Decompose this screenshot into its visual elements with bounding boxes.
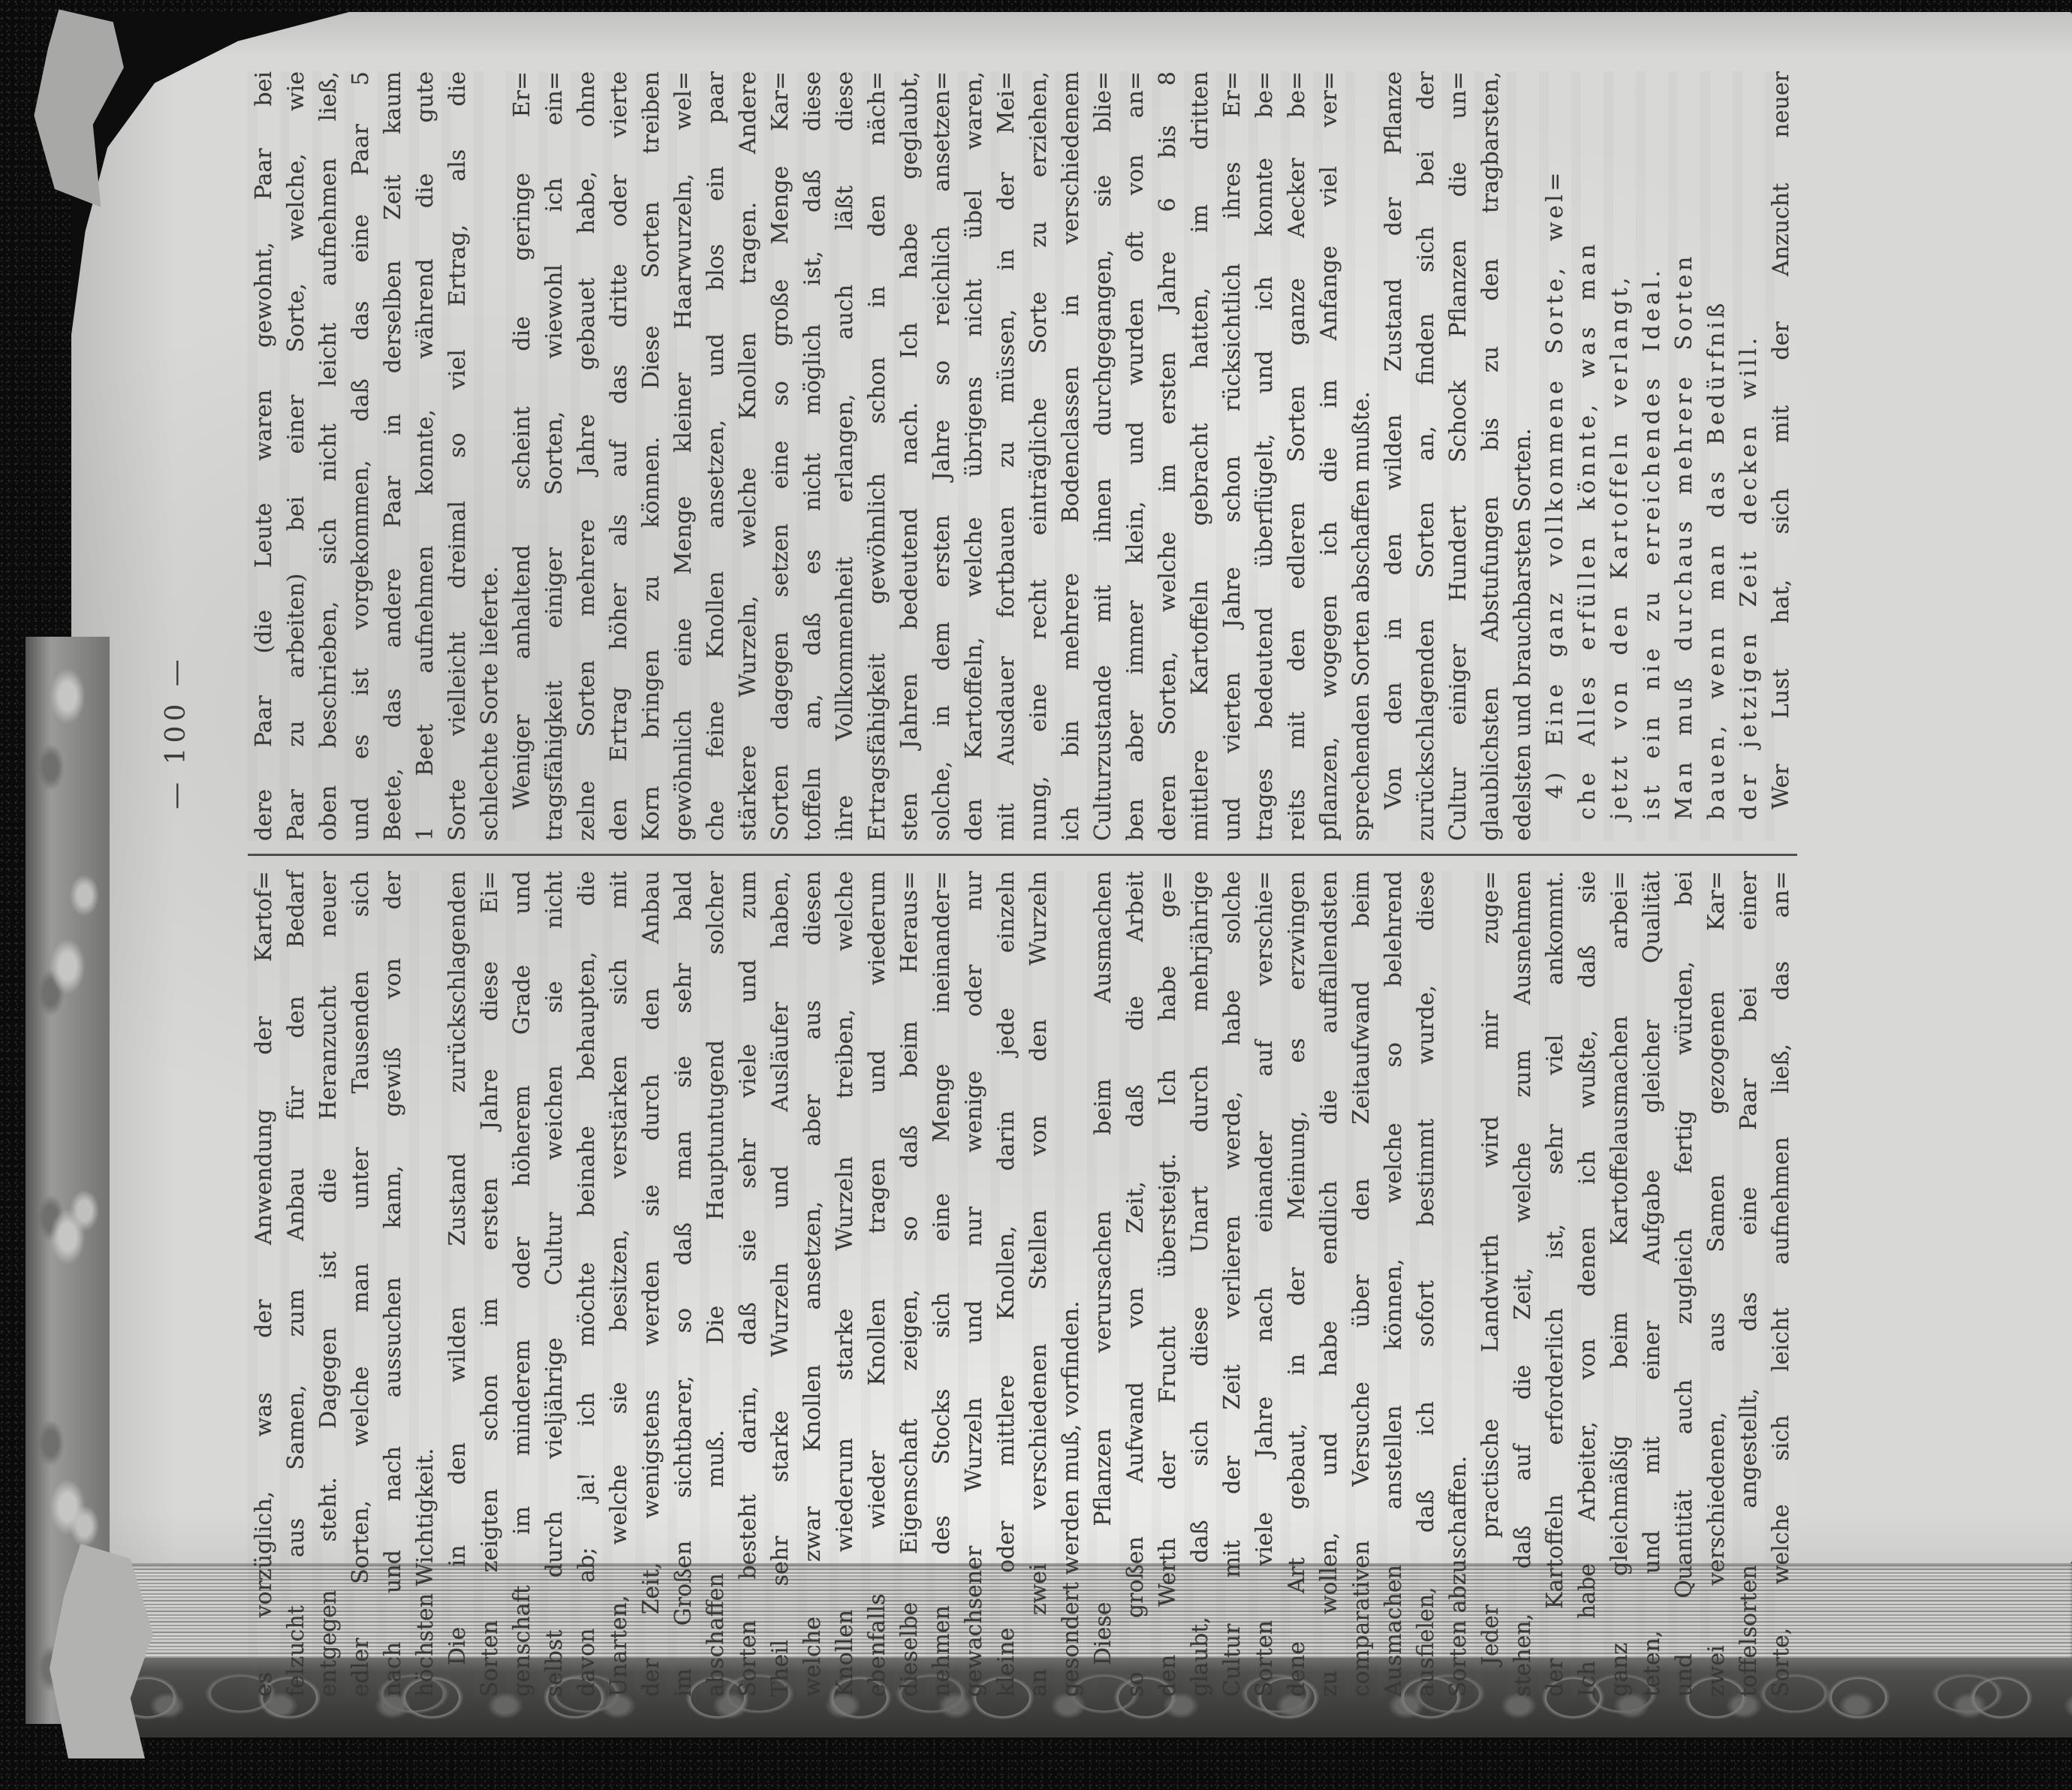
text-line: der jetzigen Zeit decken will. bbox=[1736, 334, 1762, 820]
text-line: entgegen steht. Dagegen ist die Heranzucht neuer bbox=[315, 871, 342, 1697]
text-line: Knollen wiederum starke Wurzeln treiben, welche bbox=[832, 871, 858, 1697]
text-line: ausfielen, daß ich sofort bestimmt wurde, diese bbox=[1413, 871, 1439, 1697]
text-line: dieselbe Eigenschaft zeigen, so daß beim Heraus= bbox=[896, 871, 923, 1697]
text-line: gewachsener Wurzeln und nur wenige oder nur bbox=[961, 871, 987, 1697]
text-line: und Quantität auch zugleich fertig würden, bei bbox=[1671, 871, 1697, 1697]
text-line: edler Sorten, welche man unter Tausenden sich bbox=[348, 871, 374, 1697]
text-line: selbst durch vieljährige Cultur weichen sie nicht bbox=[541, 871, 568, 1697]
text-line: den Kartoffeln, welche übrigens nicht übel waren, bbox=[961, 71, 987, 841]
text-line: sten Jahren bedeutend nach. Ich habe geglaubt, bbox=[896, 71, 923, 841]
text-line: Von den in den wilden Zustand der Pflanze bbox=[1381, 71, 1407, 809]
text-line: dene Art gebaut, in der Meinung, es erzwingen bbox=[1284, 871, 1310, 1697]
text-line: Ertragsfähigkeit gewöhnlich schon in den näch= bbox=[864, 71, 890, 841]
text-line: nehmen des Stocks sich eine Menge ineinander= bbox=[929, 871, 955, 1697]
text-line: zelne Sorten mehrere Jahre gebauet habe, ohne bbox=[574, 71, 600, 841]
text-line: ist ein nie zu erreichendes Ideal. bbox=[1639, 267, 1665, 820]
text-line: Sorten abzuschaffen. bbox=[1445, 1455, 1471, 1697]
text-line: solche, in dem ersten Jahre so reichlich ansetzen= bbox=[929, 71, 955, 841]
text-line: glaubt, daß sich diese Unart durch mehrjährige bbox=[1187, 871, 1213, 1697]
text-line: Weniger anhaltend scheint die geringe Er= bbox=[509, 71, 535, 809]
text-line: genschaft im minderem oder höherem Grade und bbox=[509, 871, 535, 1697]
text-line: teten, und mit einer Aufgabe gleicher Qualität bbox=[1639, 871, 1665, 1697]
text-line: Diese Pflanzen verursachen beim Ausmachen bbox=[1090, 871, 1116, 1665]
column-divider-rule bbox=[248, 854, 1797, 856]
text-line: ben aber immer klein, und wurden oft von an= bbox=[1122, 71, 1149, 841]
text-line: Cultur einiger Hundert Schock Pflanzen die un= bbox=[1445, 71, 1471, 841]
text-line: Cultur mit der Zeit verlieren werde, habe solche bbox=[1219, 871, 1245, 1697]
text-line: edelsten und brauchbarsten Sorten. bbox=[1510, 428, 1536, 841]
text-line: che Alles erfüllen könnte, was man bbox=[1574, 240, 1601, 820]
text-line: und vierten Jahre schon rücksichtlich ihres Er= bbox=[1219, 71, 1245, 841]
text-line: toffelsorten angestellt, das eine Paar bei einer bbox=[1736, 871, 1762, 1697]
text-line: welche zwar Knollen ansetzen, aber aus diesen bbox=[800, 871, 826, 1697]
text-line: nach und nach aussuchen kann, gewiß von der bbox=[380, 871, 406, 1697]
text-line: so großen Aufwand von Zeit, daß die Arbeit bbox=[1122, 871, 1149, 1697]
text-line: Theil sehr starke Wurzeln und Ausläufer haben, bbox=[767, 871, 794, 1697]
text-line: ebenfalls wieder Knollen tragen und wiederum bbox=[864, 871, 890, 1697]
text-line: höchsten Wichtigkeit. bbox=[412, 1448, 438, 1697]
text-line: Man muß durchaus mehrere Sorten bbox=[1671, 253, 1697, 820]
text-line: dere Paar (die Leute waren gewohnt, Paar bei bbox=[251, 71, 277, 841]
text-line: felzucht aus Samen, zum Anbau für den Bedarf bbox=[283, 871, 309, 1697]
text-line: Ich habe Arbeiter, von denen ich wußte, daß sie bbox=[1574, 871, 1601, 1697]
text-line: Sorten zeigten schon im ersten Jahre diese Ei= bbox=[477, 871, 503, 1697]
text-column-right bbox=[248, 71, 1797, 841]
text-line: zurückschlagenden Sorten an, finden sich bei der bbox=[1413, 71, 1439, 841]
text-line: Ausmachen anstellen können, welche so belehrend bbox=[1381, 871, 1407, 1697]
text-line: zu wollen, und habe endlich die auffallendsten bbox=[1316, 871, 1342, 1697]
text-line: zwei verschiedenen, aus Samen gezogenen Kar= bbox=[1703, 871, 1730, 1697]
text-line: mit Ausdauer fortbauen zu müssen, in der Mei= bbox=[993, 71, 1019, 841]
text-line: stehen, daß auf die Zeit, welche zum Ausnehmen bbox=[1510, 871, 1536, 1697]
text-line: im Großen sichtbarer, so daß man sie sehr bald bbox=[670, 871, 697, 1697]
text-line: glaublichsten Abstufungen bis zu den tragbarsten, bbox=[1477, 71, 1504, 841]
text-line: Sorte, welche sich leicht aufnehmen ließ, das an= bbox=[1768, 871, 1794, 1697]
text-line: tragsfähigkeit einiger Sorten, wiewohl ich ein= bbox=[541, 71, 568, 841]
text-line: Sorten viele Jahre nach einander auf verschie= bbox=[1251, 871, 1278, 1697]
text-line: davon ab; ja! ich möchte beinahe behaupten, die bbox=[574, 871, 600, 1697]
text-line: Jeder practische Landwirth wird mir zuge= bbox=[1477, 871, 1504, 1665]
text-line: Wer Lust hat, sich mit der Anzucht neuer bbox=[1768, 71, 1794, 809]
text-line: der Zeit, wenigstens werden sie durch den Anbau bbox=[638, 871, 664, 1697]
text-line: Sorten dagegen setzen eine so große Menge Kar= bbox=[767, 71, 794, 841]
rotated-page-content bbox=[150, 71, 1798, 1697]
text-line: ich bin mehrere Bodenclassen in verschiedenem bbox=[1058, 71, 1084, 841]
text-line: Sorte vielleicht dreimal so viel Ertrag, als die bbox=[444, 71, 471, 841]
text-line: den Ertrag höher als auf das dritte oder vierte bbox=[606, 71, 632, 841]
text-line: 1 Beet aufnehmen konnte, während die gute bbox=[412, 71, 438, 841]
text-line: deren Sorten, welche im ersten Jahre 6 bis 8 bbox=[1155, 71, 1181, 841]
text-line: schlechte Sorte lieferte. bbox=[477, 565, 503, 841]
text-line: an zwei verschiedenen Stellen von den Wurzeln bbox=[1025, 871, 1052, 1697]
text-line: Unarten, welche sie besitzen, verstärken sich mit bbox=[606, 871, 632, 1697]
text-line: mittlere Kartoffeln gebracht hatten, im dritten bbox=[1187, 71, 1213, 841]
text-column-left bbox=[248, 871, 1797, 1697]
text-line: Paar zu arbeiten) bei einer Sorte, welche, wie bbox=[283, 71, 309, 841]
text-line: Korn bringen zu können. Diese Sorten treiben bbox=[638, 71, 664, 841]
text-line: trages bedeutend überflügelt, und ich konnte be= bbox=[1251, 71, 1278, 841]
text-line: Die in den wilden Zustand zurückschlagenden bbox=[444, 871, 471, 1665]
text-line: oben beschrieben, sich nicht leicht aufnehmen ließ, bbox=[315, 71, 342, 841]
page-number: — 100 — bbox=[161, 655, 191, 809]
text-line: che feine Knollen ansetzen, und blos ein paar bbox=[703, 71, 729, 841]
text-line: ihre Vollkommenheit erlangen, auch läßt diese bbox=[832, 71, 858, 841]
text-line: es vorzüglich, was der Anwendung der Kartof= bbox=[251, 871, 277, 1697]
text-line: pflanzen, wogegen ich die im Anfange viel ver= bbox=[1316, 71, 1342, 841]
text-line: stärkere Wurzeln, welche Knollen tragen. Andere bbox=[735, 71, 761, 841]
text-line: reits mit den edleren Sorten ganze Aecker be= bbox=[1284, 71, 1310, 841]
text-line: bauen, wenn man das Bedürfniß bbox=[1703, 300, 1730, 820]
text-line: Culturzustande mit ihnen durchgegangen, sie blie= bbox=[1090, 71, 1116, 841]
text-line: abschaffen muß. Die Hauptuntugend solcher bbox=[703, 871, 729, 1697]
text-line: nung, eine recht einträgliche Sorte zu erziehen, bbox=[1025, 71, 1052, 841]
text-line: den Werth der Frucht übersteigt. Ich habe ge= bbox=[1155, 871, 1181, 1697]
text-line: kleine oder mittlere Knollen, darin jede einzeln bbox=[993, 871, 1019, 1697]
text-line: gesondert werden muß, vorfinden. bbox=[1058, 1300, 1084, 1697]
text-line: und es ist vorgekommen, daß das eine Paar 5 bbox=[348, 71, 374, 841]
text-line: sprechenden Sorten abschaffen mußte. bbox=[1348, 391, 1375, 841]
text-line: der Kartoffeln erforderlich ist, sehr viel ankommt. bbox=[1542, 871, 1568, 1697]
text-line: jetzt von den Kartoffeln verlangt, bbox=[1607, 273, 1633, 820]
text-line: toffeln an, daß es nicht möglich ist, daß diese bbox=[800, 71, 826, 841]
text-line: Sorten besteht darin, daß sie sehr viele und zum bbox=[735, 871, 761, 1697]
text-line: 4) Eine ganz vollkommene Sorte, wel= bbox=[1542, 169, 1568, 799]
text-line: gewöhnlich eine Menge kleiner Haarwurzeln, wel= bbox=[670, 71, 697, 841]
text-line: ganz gleichmäßig beim Kartoffelausmachen arbei= bbox=[1607, 871, 1633, 1697]
text-line: comparativen Versuche über den Zeitaufwand beim bbox=[1348, 871, 1375, 1697]
text-line: Beete, das andere Paar in derselben Zeit kaum bbox=[380, 71, 406, 841]
